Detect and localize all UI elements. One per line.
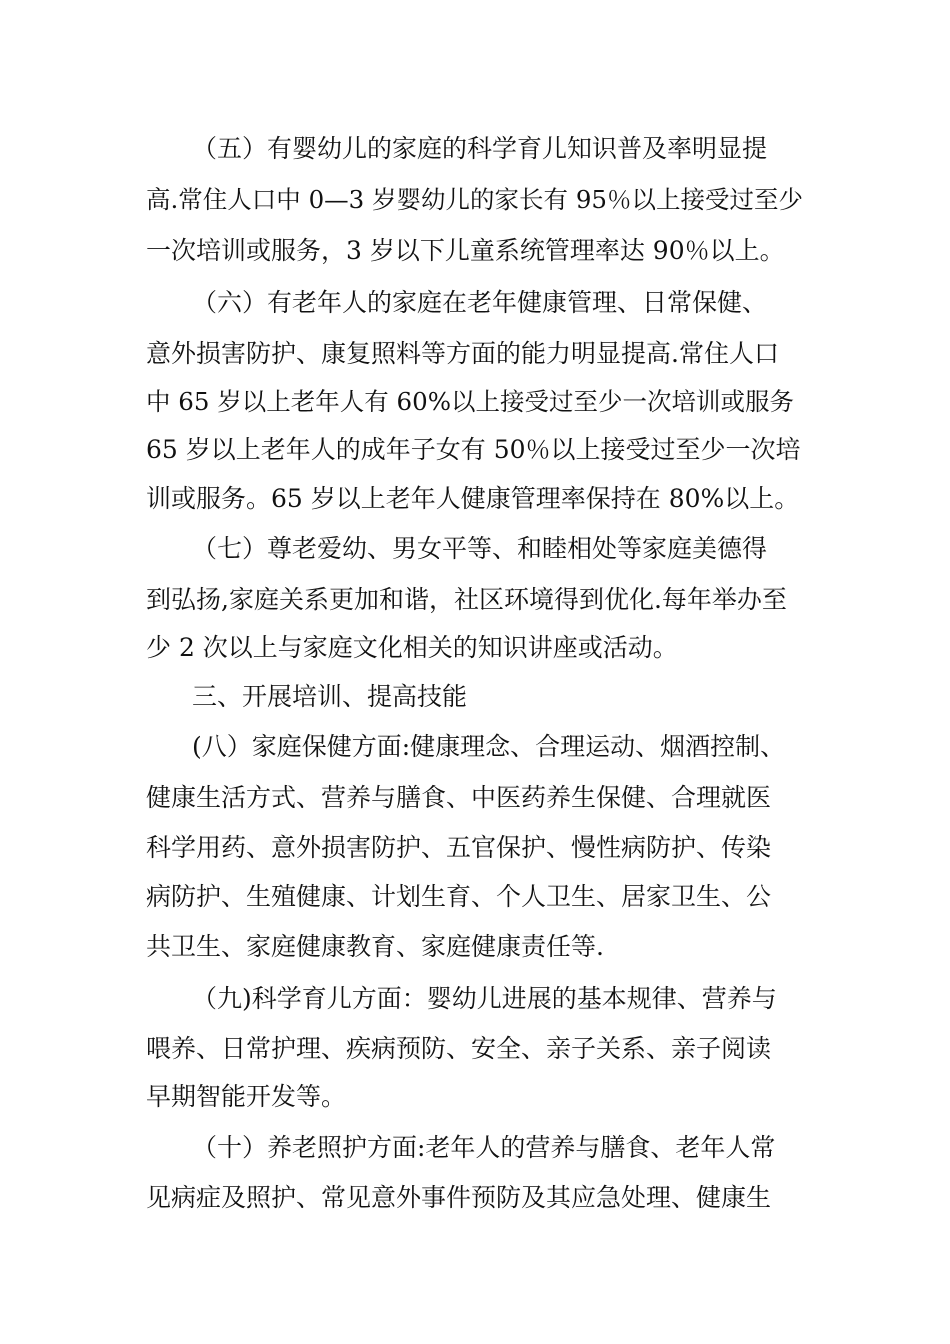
text-line-3: 一次培训或服务，3 岁以下儿童系统管理率达 90％以上。	[146, 236, 785, 265]
text-line-19: 喂养、日常护理、疾病预防、安全、亲子关系、亲子阅读	[146, 1034, 772, 1063]
text-line-9: （七）尊老爱幼、男女平等、和睦相处等家庭美德得	[192, 534, 768, 563]
section-heading: 三、开展培训、提高技能	[192, 682, 468, 711]
text-line-13: (八）家庭保健方面:健康理念、合理运动、烟酒控制、	[192, 732, 786, 761]
text-line-16: 病防护、生殖健康、计划生育、个人卫生、居家卫生、公	[146, 882, 772, 911]
text-line-6: 中 65 岁以上老年人有 60%以上接受过至少一次培训或服务	[146, 387, 794, 416]
text-line-22: 见病症及照护、常见意外事件预防及其应急处理、健康生	[146, 1183, 772, 1212]
text-line-18: （九)科学育儿方面：婴幼儿进展的基本规律、营养与	[192, 984, 777, 1013]
text-line-14: 健康生活方式、营养与膳食、中医药养生保健、合理就医	[146, 783, 772, 812]
text-line-7: 65 岁以上老年人的成年子女有 50％以上接受过至少一次培	[146, 435, 801, 464]
text-line-8: 训或服务。65 岁以上老年人健康管理率保持在 80%以上。	[146, 484, 800, 513]
text-line-20: 早期智能开发等。	[146, 1082, 347, 1111]
text-line-11: 少 2 次以上与家庭文化相关的知识讲座或活动。	[146, 633, 678, 662]
text-line-10: 到弘扬,家庭关系更加和谐，社区环境得到优化.每年举办至	[146, 585, 787, 614]
text-line-5: 意外损害防护、康复照料等方面的能力明显提高.常住人口	[146, 339, 779, 368]
text-line-2: 高.常住人口中 0—3 岁婴幼儿的家长有 95％以上接受过至少	[146, 185, 803, 214]
text-line-17: 共卫生、家庭健康教育、家庭健康责任等.	[146, 932, 604, 961]
text-line-4: （六）有老年人的家庭在老年健康管理、日常保健、	[192, 288, 768, 317]
text-line-21: （十）养老照护方面:老年人的营养与膳食、老年人常	[192, 1133, 776, 1162]
text-line-1: （五）有婴幼儿的家庭的科学育儿知识普及率明显提	[192, 134, 768, 163]
text-line-15: 科学用药、意外损害防护、五官保护、慢性病防护、传染	[146, 833, 772, 862]
